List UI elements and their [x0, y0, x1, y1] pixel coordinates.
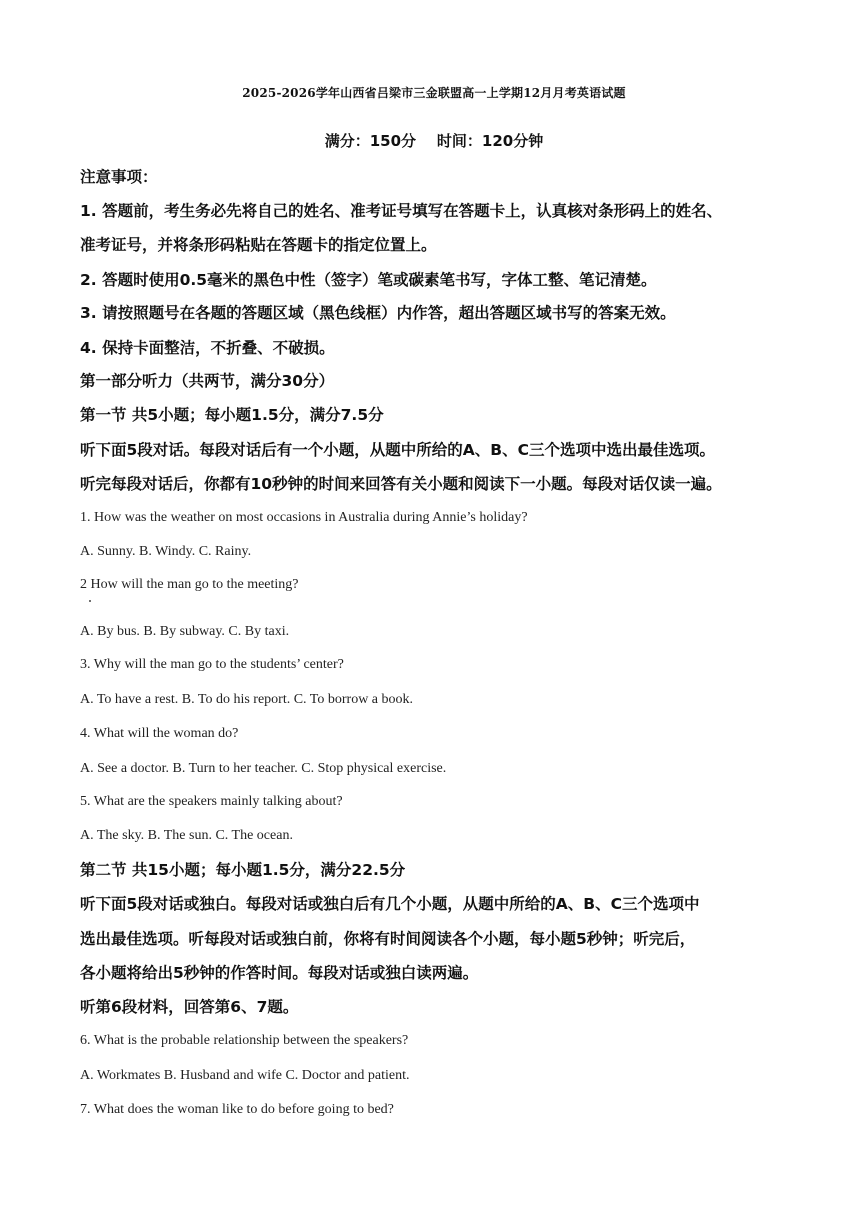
notice-item: 3. 请按照题号在各题的答题区域（黑色线框）内作答，超出答题区域书写的答案无效。 [80, 304, 676, 322]
question-text: 4. What will the woman do? [80, 726, 239, 741]
section1-instruction: 听完每段对话后，你都有10秒钟的时间来回答有关小题和阅读下一小题。每段对话仅读一遍。 [80, 475, 722, 493]
notice-item: 2. 答题时使用0.5毫米的黑色中性（签字）笔或碳素笔书写，字体工整、笔记清楚。 [80, 271, 657, 289]
notice-item: 1. 答题前，考生务必先将自己的姓名、准考证号填写在答题卡上，认真核对条形码上的姓名、 [80, 202, 723, 220]
question-options: A. Sunny. B. Windy. C. Rainy. [80, 544, 252, 559]
section2-heading: 第二节 共15小题；每小题1.5分，满分22.5分 [80, 861, 406, 879]
material-heading: 听第6段材料，回答第6、7题。 [80, 998, 299, 1016]
question-options: A. Workmates B. Husband and wife C. Doctor and patient. [80, 1068, 410, 1083]
question-text: 1. How was the weather on most occasions in Australia during Annie’s holiday? [80, 510, 528, 525]
question-options: A. The sky. B. The sun. C. The ocean. [80, 828, 293, 843]
question-text: 7. What does the woman like to do before going to bed? [80, 1102, 394, 1117]
question-options: A. To have a rest. B. To do his report. C. To borrow a book. [80, 692, 414, 707]
section2-instruction: 选出最佳选项。听每段对话或独白前，你将有时间阅读各个小题，每小题5秒钟；听完后， [80, 930, 696, 948]
question-options: A. By bus. B. By subway. C. By taxi. [80, 624, 290, 639]
question-text: 3. Why will the man go to the students’ center? [80, 657, 344, 672]
question-text: 5. What are the speakers mainly talking about? [80, 794, 343, 809]
part1-heading: 第一部分听力（共两节，满分30分） [80, 372, 335, 390]
question-options: A. See a doctor. B. Turn to her teacher. C. Stop physical exercise. [80, 761, 447, 776]
question-text: 6. What is the probable relationship between the speakers? [80, 1033, 409, 1048]
notice-heading: 注意事项： [80, 168, 158, 186]
exam-score-time: 满分：150分 时间：120分钟 [324, 132, 544, 150]
exam-title: 2025-2026学年山西省吕梁市三金联盟高一上学期12月月考英语试题 [242, 86, 626, 100]
section1-instruction: 听下面5段对话。每段对话后有一个小题，从题中所给的A、B、C三个选项中选出最佳选项。 [80, 441, 715, 459]
section2-instruction: 各小题将给出5秒钟的作答时间。每段对话或独白读两遍。 [80, 964, 479, 982]
stray-mark [89, 600, 91, 602]
section1-heading: 第一节 共5小题；每小题1.5分，满分7.5分 [80, 406, 384, 424]
notice-item: 4. 保持卡面整洁，不折叠、不破损。 [80, 339, 335, 357]
section2-instruction: 听下面5段对话或独白。每段对话或独白后有几个小题，从题中所给的A、B、C三个选项中 [80, 895, 700, 913]
notice-item: 准考证号，并将条形码粘贴在答题卡的指定位置上。 [80, 236, 437, 254]
question-text: 2 How will the man go to the meeting? [80, 577, 299, 592]
